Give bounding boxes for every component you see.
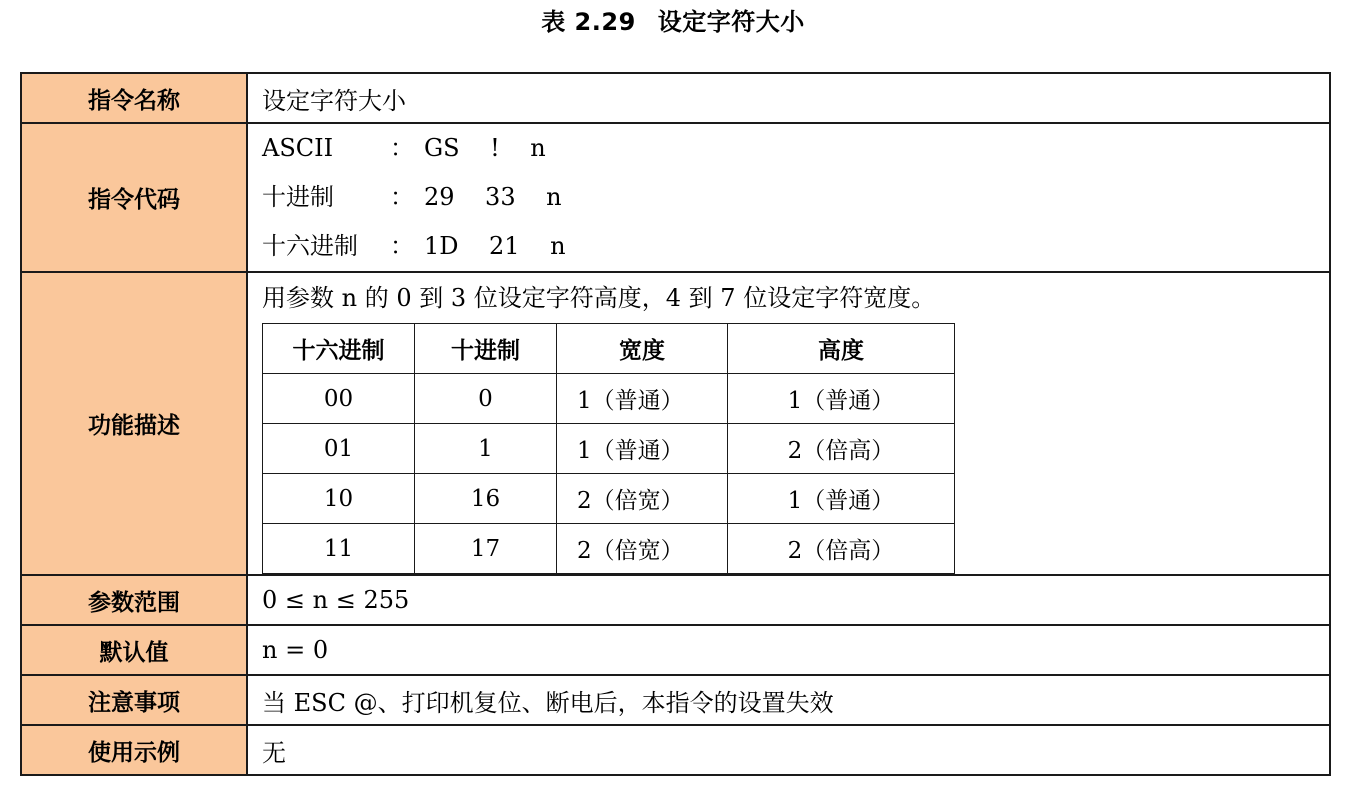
cell-hex: 11 [263, 524, 415, 574]
row-command-name [21, 73, 1330, 123]
header-hex: 十六进制 [263, 324, 415, 374]
header-width: 宽度 [557, 324, 728, 374]
code-colon: ： [390, 232, 414, 260]
cell-height: 2（倍高） [728, 524, 955, 574]
code-value: GS ! n [424, 134, 546, 162]
cell-hex: 10 [263, 474, 415, 524]
function-intro: 用参数 n 的 0 到 3 位设定字符高度，4 到 7 位设定字符宽度。 [262, 284, 936, 312]
row-command-code [21, 123, 1330, 272]
label-notes: 注意事项 [21, 675, 247, 725]
code-colon: ： [390, 183, 414, 211]
code-line-decimal [262, 173, 1329, 222]
cell-height: 2（倍高） [728, 424, 955, 474]
size-table [262, 323, 955, 574]
command-spec-table [20, 72, 1331, 776]
code-key: ASCII [262, 134, 334, 162]
value-notes: 当 ESC @、打印机复位、断电后，本指令的设置失效 [247, 675, 1330, 725]
code-key: 十进制 [262, 183, 334, 211]
cell-hex: 00 [263, 374, 415, 424]
cell-width: 2（倍宽） [557, 474, 728, 524]
caption-title: 设定字符大小 [657, 8, 805, 36]
cell-height: 1（普通） [728, 474, 955, 524]
row-function [21, 272, 1330, 575]
label-command-name: 指令名称 [21, 73, 247, 123]
table-row [263, 424, 955, 474]
cell-decimal: 1 [415, 424, 557, 474]
label-example: 使用示例 [21, 725, 247, 775]
header-height: 高度 [728, 324, 955, 374]
row-default-value [21, 625, 1330, 675]
label-function: 功能描述 [21, 272, 247, 575]
label-default-value: 默认值 [21, 625, 247, 675]
caption-number: 表 2.29 [541, 8, 636, 36]
code-line-hex [262, 222, 1329, 271]
row-parameter-range [21, 575, 1330, 625]
value-parameter-range: 0 ≤ n ≤ 255 [247, 575, 1330, 625]
cell-decimal: 0 [415, 374, 557, 424]
header-decimal: 十进制 [415, 324, 557, 374]
cell-decimal: 16 [415, 474, 557, 524]
value-function [247, 272, 1330, 575]
table-row [263, 524, 955, 574]
label-parameter-range: 参数范围 [21, 575, 247, 625]
cell-hex: 01 [263, 424, 415, 474]
cell-decimal: 17 [415, 524, 557, 574]
code-key: 十六进制 [262, 232, 358, 260]
value-command-name: 设定字符大小 [247, 73, 1330, 123]
code-value: 1D 21 n [424, 232, 566, 260]
code-value: 29 33 n [424, 183, 562, 211]
table-row [263, 474, 955, 524]
row-notes [21, 675, 1330, 725]
code-line-ascii [262, 124, 1329, 173]
value-command-code [247, 123, 1330, 272]
cell-width: 1（普通） [557, 424, 728, 474]
cell-width: 2（倍宽） [557, 524, 728, 574]
size-table-header [263, 324, 955, 374]
cell-height: 1（普通） [728, 374, 955, 424]
value-example: 无 [247, 725, 1330, 775]
code-colon: ： [390, 134, 414, 162]
cell-width: 1（普通） [557, 374, 728, 424]
label-command-code: 指令代码 [21, 123, 247, 272]
table-row [263, 374, 955, 424]
row-example [21, 725, 1330, 775]
value-default-value: n = 0 [247, 625, 1330, 675]
table-caption [0, 4, 1346, 40]
